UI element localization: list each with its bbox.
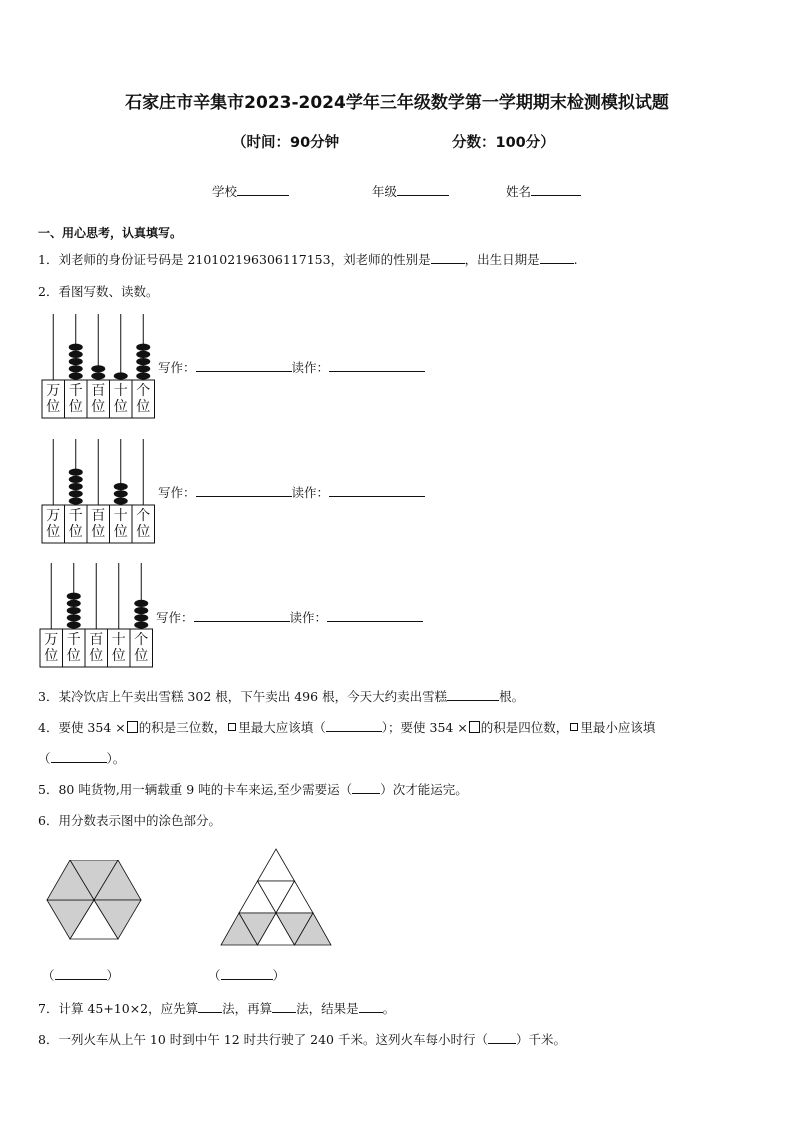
abacus-bead-qian	[67, 593, 81, 600]
q1-gender-blank[interactable]	[431, 251, 465, 264]
write-blank[interactable]	[196, 359, 292, 372]
q7-text-b: 法，再算	[222, 1001, 273, 1016]
q7-blank-3[interactable]	[359, 1000, 383, 1013]
abacus-label-wan: 位	[46, 524, 61, 540]
abacus-bead-ge	[136, 372, 150, 379]
paren-close: ）	[272, 968, 286, 983]
q4-text-f: 里最小应该填	[580, 720, 656, 735]
abacus-label-wan: 万	[46, 508, 61, 524]
triangle-svg	[220, 848, 332, 946]
q7-blank-2[interactable]	[272, 1000, 296, 1013]
q4-text-d: ）；要使 354 ×	[381, 720, 468, 735]
abacus-bead-ge	[136, 351, 150, 358]
abacus-bead-qian	[69, 497, 83, 504]
q3-text-b: 根。	[499, 689, 525, 704]
abacus-label-ge: 个	[136, 383, 151, 399]
abacus-label-qian: 千	[68, 383, 83, 399]
school-blank[interactable]	[237, 183, 289, 196]
q4-max-blank[interactable]	[326, 719, 382, 732]
abacus-label-shi: 位	[113, 399, 128, 415]
write-label: 写作：	[158, 360, 196, 375]
question-8	[38, 1030, 566, 1048]
name-blank[interactable]	[531, 183, 581, 196]
triangle-figure	[220, 848, 332, 950]
abacus-label-bai: 位	[91, 524, 106, 540]
abacus-bead-shi	[114, 490, 128, 497]
abacus-bead-qian	[67, 621, 81, 628]
box-icon	[469, 721, 480, 733]
abacus-bead-ge	[134, 614, 148, 621]
read-blank[interactable]	[329, 359, 425, 372]
paren-open: （	[42, 968, 55, 983]
abacus-label-qian: 位	[68, 524, 83, 540]
q4-text-h: ）。	[106, 751, 126, 766]
abacus-bead-shi	[114, 483, 128, 490]
abacus-label-shi: 十	[111, 632, 126, 648]
question-5	[38, 780, 468, 798]
abacus-3-svg	[39, 561, 159, 669]
page-title: 石家庄市辛集市2023-2024学年三年级数学第一学期期末检测模拟试题	[125, 93, 669, 113]
abacus-label-qian: 位	[66, 648, 81, 664]
abacus-bead-shi	[114, 372, 128, 379]
abacus-label-bai: 位	[91, 399, 106, 415]
q8-text-a: 8．一列火车从上午 10 时到中午 12 时共行驶了 240 千米。这列火车每小时行（	[38, 1032, 488, 1047]
hexagon-figure	[46, 860, 142, 944]
abacus-bead-qian	[69, 351, 83, 358]
abacus-1-answers	[158, 358, 425, 376]
abacus-bead-ge	[136, 358, 150, 365]
name-label: 姓名	[506, 184, 532, 199]
hexagon-answer	[42, 966, 119, 984]
q4-min-blank[interactable]	[51, 750, 107, 763]
abacus-bead-qian	[69, 469, 83, 476]
abacus-bead-qian	[67, 600, 81, 607]
abacus-label-ge: 个	[134, 632, 149, 648]
read-label: 读作：	[291, 485, 330, 500]
abacus-2-svg	[41, 437, 161, 545]
paren-open: （	[208, 968, 221, 983]
abacus-label-bai: 百	[91, 383, 106, 399]
abacus-2-answers	[158, 483, 425, 501]
abacus-bead-qian	[69, 372, 83, 379]
abacus-1	[41, 312, 161, 420]
paren-close: ）	[106, 968, 120, 983]
abacus-label-shi: 位	[113, 524, 128, 540]
abacus-label-qian: 千	[68, 508, 83, 524]
abacus-bead-qian	[69, 344, 83, 351]
abacus-label-shi: 十	[113, 508, 128, 524]
abacus-label-ge: 位	[136, 399, 151, 415]
q4-text-e: 的积是四位数，	[480, 720, 569, 735]
triangle-blank[interactable]	[221, 967, 273, 980]
write-label: 写作：	[156, 610, 194, 625]
abacus-bead-ge	[134, 600, 148, 607]
q4-text-a: 4．要使 354 ×	[38, 720, 126, 735]
abacus-label-bai: 百	[89, 632, 104, 648]
abacus-label-ge: 位	[134, 648, 149, 664]
abacus-3-answers	[156, 608, 423, 626]
abacus-bead-qian	[69, 490, 83, 497]
q7-text-d: 。	[382, 1001, 396, 1016]
question-4	[38, 718, 655, 736]
abacus-label-bai: 位	[89, 648, 104, 664]
abacus-bead-ge	[136, 344, 150, 351]
abacus-bead-qian	[67, 607, 81, 614]
time-limit: （时间：90分钟	[232, 135, 340, 151]
q4-text-c: 里最大应该填（	[238, 720, 326, 735]
question-6: 6．用分数表示图中的涂色部分。	[38, 813, 221, 828]
abacus-label-bai: 百	[91, 508, 106, 524]
grade-field	[372, 182, 449, 200]
question-3	[38, 687, 524, 705]
write-blank[interactable]	[196, 484, 292, 497]
abacus-bead-qian	[69, 365, 83, 372]
q5-blank[interactable]	[352, 781, 380, 794]
read-blank[interactable]	[329, 484, 425, 497]
abacus-bead-ge	[136, 365, 150, 372]
read-label: 读作：	[291, 360, 330, 375]
q4-text-g: （	[38, 751, 51, 766]
grade-blank[interactable]	[397, 183, 449, 196]
abacus-bead-qian	[69, 358, 83, 365]
q7-text-c: 法，结果是	[296, 1001, 359, 1016]
triangle-answer	[208, 966, 285, 984]
school-label: 学校	[212, 184, 238, 199]
abacus-2	[41, 437, 161, 545]
school-field	[212, 182, 289, 200]
total-score: 分数：100分）	[452, 135, 555, 151]
abacus-1-svg	[41, 312, 161, 420]
abacus-label-wan: 位	[44, 648, 59, 664]
hexagon-svg	[46, 860, 142, 940]
abacus-bead-qian	[69, 483, 83, 490]
abacus-label-shi: 位	[111, 648, 126, 664]
q7-text-a: 7．计算 45+10×2，应先算	[38, 1001, 199, 1016]
abacus-label-qian: 千	[66, 632, 81, 648]
read-label: 读作：	[289, 610, 328, 625]
question-2: 2．看图写数、读数。	[38, 284, 159, 299]
abacus-label-qian: 位	[68, 399, 83, 415]
q1-text-c: .	[573, 252, 578, 267]
q1-text-b: ，出生日期是	[464, 252, 540, 267]
q1-birthdate-blank[interactable]	[540, 251, 574, 264]
q7-blank-1[interactable]	[198, 1000, 222, 1013]
write-blank[interactable]	[194, 609, 290, 622]
q4-text-b: 的积是三位数，	[138, 720, 227, 735]
abacus-label-shi: 十	[113, 383, 128, 399]
box-icon	[127, 721, 138, 733]
abacus-label-wan: 万	[44, 632, 59, 648]
write-label: 写作：	[158, 485, 196, 500]
small-box-icon	[570, 723, 578, 731]
q8-text-b: ）千米。	[515, 1032, 566, 1047]
abacus-label-wan: 位	[46, 399, 61, 415]
abacus-bead-shi	[114, 497, 128, 504]
q3-blank[interactable]	[447, 688, 499, 701]
small-box-icon	[228, 723, 236, 731]
q5-text-a: 5．80 吨货物,用一辆载重 9 吨的卡车来运,至少需要运（	[38, 782, 353, 797]
question-1	[38, 250, 578, 268]
abacus-bead-ge	[134, 607, 148, 614]
abacus-label-ge: 个	[136, 508, 151, 524]
hexagon-blank[interactable]	[55, 967, 107, 980]
abacus-bead-bai	[91, 365, 105, 372]
q3-text-a: 3．某冷饮店上午卖出雪糕 302 根，下午卖出 496 根，今天大约卖出雪糕	[38, 689, 448, 704]
section-heading: 一、用心思考，认真填写。	[38, 226, 183, 240]
tri-part-top	[258, 849, 295, 881]
q1-text-a: 1．刘老师的身份证号码是 210102196306117153，刘老师的性别是	[38, 252, 431, 267]
question-4-cont	[38, 749, 125, 767]
name-field	[506, 182, 581, 200]
grade-label: 年级	[372, 184, 398, 199]
abacus-label-ge: 位	[136, 524, 151, 540]
abacus-3	[39, 561, 159, 669]
question-7	[38, 999, 395, 1017]
abacus-bead-ge	[134, 621, 148, 628]
abacus-bead-qian	[69, 476, 83, 483]
read-blank[interactable]	[327, 609, 423, 622]
q5-text-b: ）次才能运完。	[380, 782, 468, 797]
abacus-bead-qian	[67, 614, 81, 621]
abacus-bead-bai	[91, 372, 105, 379]
abacus-label-wan: 万	[46, 383, 61, 399]
q8-blank[interactable]	[488, 1031, 516, 1044]
